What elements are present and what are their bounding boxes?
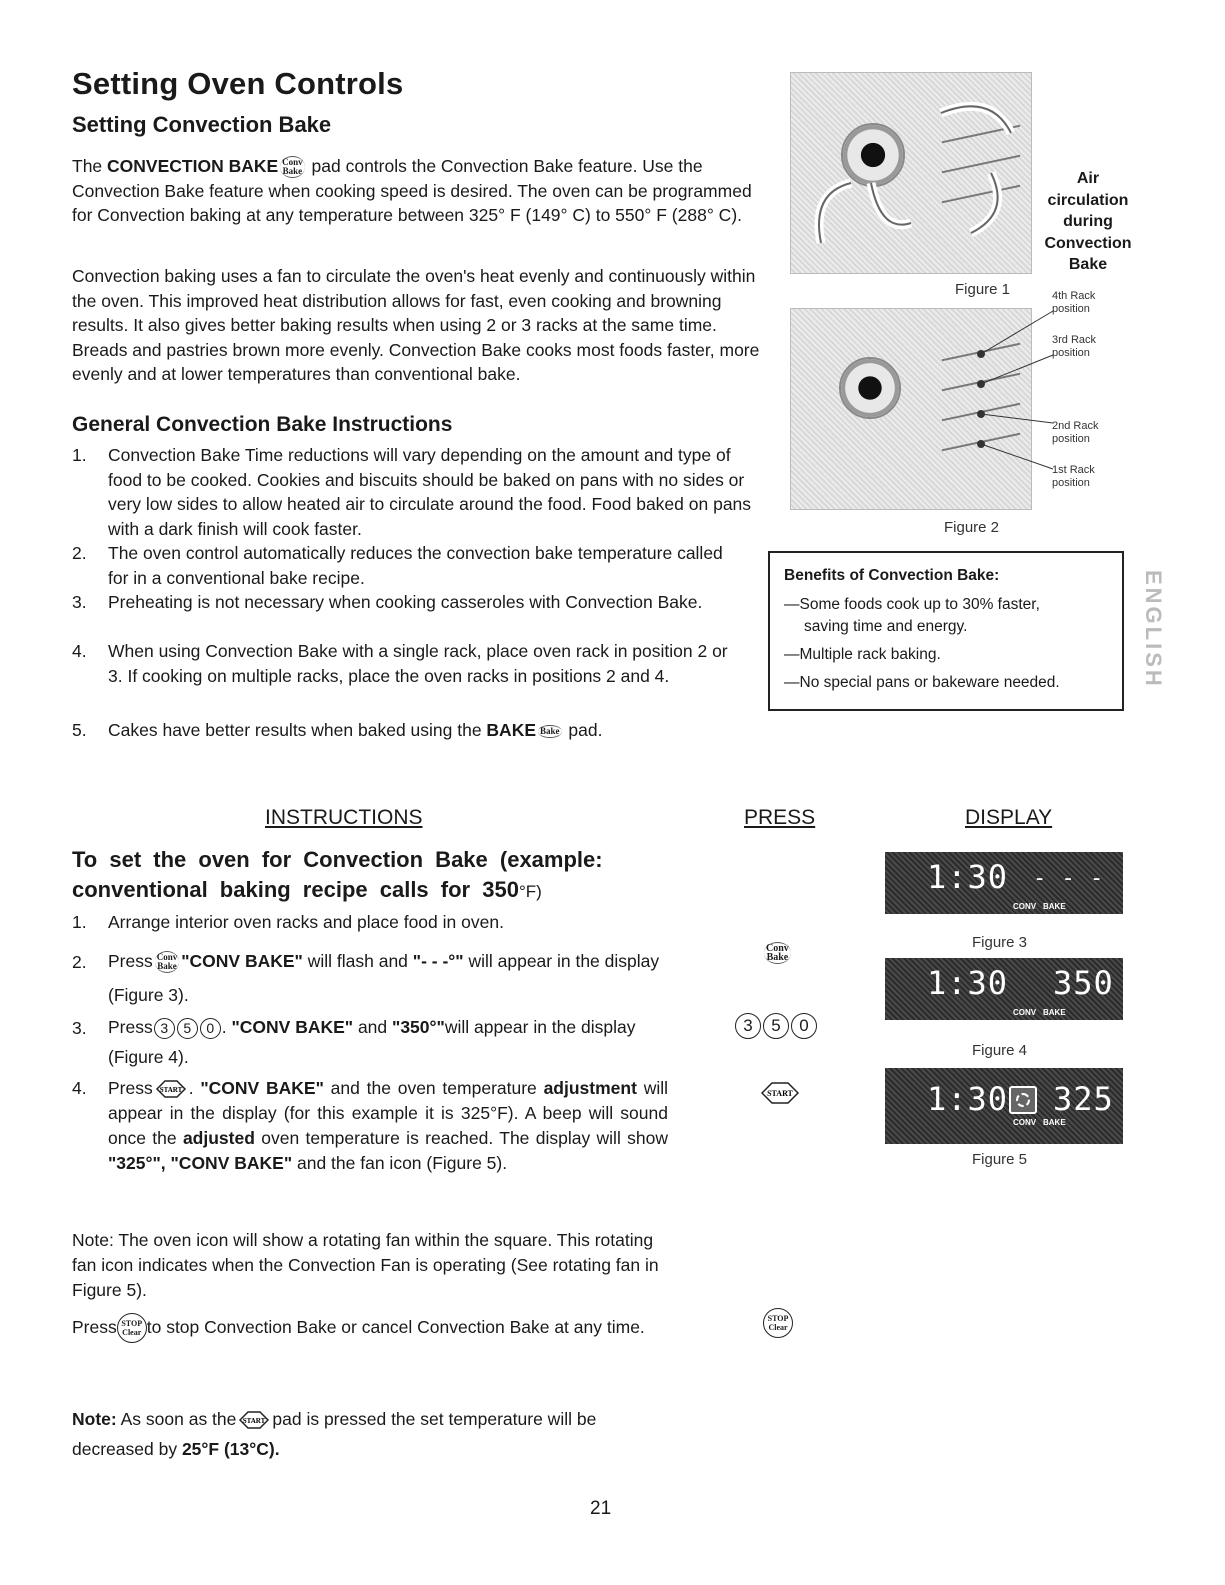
step3-bold2: "350°" — [392, 1017, 445, 1037]
display-temperature: 350 — [1053, 964, 1114, 1002]
step3-post: will appear in the display (Figure 4). — [108, 1017, 636, 1067]
display-temperature: 325 — [1053, 1080, 1114, 1118]
fan-note: Note: The oven icon will show a rotating fan within the square. This rotating fan icon indicates when the Convection Fan is operating (See rotating fan in Figure 5). — [72, 1230, 659, 1300]
start-pad-label: START — [159, 1086, 183, 1095]
page-number: 21 — [590, 1498, 612, 1519]
list-number: 5. — [72, 720, 87, 740]
step-number: 4. — [72, 1078, 87, 1098]
display-heading: DISPLAY — [965, 806, 1053, 829]
callout-line: circulation — [1047, 191, 1129, 209]
step4-pre: Press — [108, 1078, 153, 1098]
stop-pad-top: STOP — [767, 1314, 789, 1323]
intro-paragraph — [72, 154, 762, 228]
step2-pre: Press — [108, 951, 153, 971]
benefits-title: Benefits of Convection Bake: — [784, 567, 1000, 584]
rack-label-1 — [1052, 464, 1095, 490]
figure1-caption: Figure 1 — [955, 281, 1011, 298]
display-figure3 — [885, 852, 1123, 914]
rack-label-line: position — [1052, 477, 1090, 489]
rack-label-line: position — [1052, 433, 1090, 445]
benefit-item: —Some foods cook up to 30% faster, — [784, 596, 1040, 613]
conv-pad-top: Conv — [282, 157, 303, 168]
figure1-oven-illustration — [790, 72, 1032, 274]
list-number: 3. — [72, 592, 87, 612]
conv-bake-pad-icon — [280, 156, 305, 178]
item5-bold: BAKE — [486, 720, 537, 740]
note2-bold: Note: — [72, 1409, 117, 1429]
benefit-item: saving time and energy. — [804, 618, 968, 635]
language-side-tab: ENGLISH — [1141, 570, 1166, 689]
figure4-caption: Figure 4 — [972, 1042, 1028, 1059]
step3-bold: "CONV BAKE" — [231, 1017, 354, 1037]
start-button[interactable] — [760, 1082, 800, 1109]
display-bake-indicator: BAKE — [1043, 1118, 1066, 1127]
callout-line: during — [1063, 213, 1113, 230]
list-item: The oven control automatically reduces the convection bake temperature called for in a conventional bake recipe. — [108, 543, 723, 588]
rack-label-line: 3rd Rack — [1052, 334, 1097, 346]
step4-mid: and the oven temperature — [323, 1078, 544, 1098]
stop-pad-top: STOP — [121, 1319, 143, 1329]
conv-pad-bottom: Bake — [157, 961, 177, 972]
step3-pre: Press — [108, 1017, 153, 1037]
step-4-text: Press START . "CONV BAKE" and the oven temperature adjustment will appear in the display (for this example it is 325°F). A beep will sound once the adjusted oven temperature is reached. The display will show "325°", "CONV BAKE" and the fan icon (Figure 5). — [108, 1078, 669, 1173]
digit-5-pad-icon: 5 — [177, 1018, 198, 1039]
conv-bake-pad-icon — [764, 942, 791, 964]
step4-bold3: adjusted — [182, 1128, 255, 1148]
start-pad-icon — [155, 1080, 187, 1098]
display-figure5 — [885, 1068, 1123, 1144]
list-item: When using Convection Bake with a single rack, place oven rack in position 2 or 3. If cooking on multiple racks, place the oven racks in positions 2 and 4. — [108, 641, 728, 686]
intro-bold: CONVECTION BAKE — [107, 156, 279, 176]
callout-line: Bake — [1068, 256, 1108, 273]
step-number: 3. — [72, 1018, 87, 1038]
start-pad-icon — [760, 1082, 800, 1104]
page-title: Setting Oven Controls — [72, 66, 404, 101]
display-temperature: - - - — [1033, 866, 1105, 891]
press-digit-pads — [734, 1013, 818, 1039]
figure2-caption: Figure 2 — [944, 519, 1000, 536]
display-bake-indicator: BAKE — [1043, 902, 1066, 911]
procedure-heading-unit: °F) — [518, 882, 542, 901]
rack-label-line: position — [1052, 347, 1090, 359]
start-pad-label: START — [243, 1417, 266, 1426]
conv-pad-bottom: Bake — [766, 952, 789, 963]
figure2-oven-illustration — [790, 308, 1032, 510]
rack-label-line: position — [1052, 303, 1090, 315]
digit-5-button[interactable]: 5 — [763, 1013, 789, 1039]
stop-clear-pad-icon — [763, 1308, 793, 1338]
callout-line: Convection — [1044, 234, 1132, 252]
intro-prefix: The — [72, 156, 108, 176]
convection-description: Convection baking uses a fan to circulate the oven's heat evenly and continuously within the oven. This improved heat distribution allows for fast, even cooking and browning results. It also gives better baking results when using 2 or 3 racks at the same time. Breads and pastries brown more evenly. Convection Bake cooks most foods faster, more evenly and at lower temperatures than conventional bake. — [72, 266, 760, 384]
rotating-fan-icon — [1016, 1093, 1030, 1107]
benefits-box — [768, 551, 1124, 711]
conv-bake-pad-icon — [155, 951, 180, 973]
section-title: Setting Convection Bake — [72, 112, 332, 137]
note2-post: pad is pressed the set temperature will be decreased by — [72, 1409, 597, 1459]
callout-line: Air — [1076, 170, 1100, 187]
stop-clear-pad-icon — [117, 1313, 147, 1343]
figure3-caption: Figure 3 — [972, 934, 1028, 951]
press-conv-bake-pad[interactable] — [762, 942, 793, 964]
press-heading: PRESS — [744, 806, 816, 829]
step4-bold: "CONV BAKE" — [200, 1078, 324, 1098]
stop-pad-bottom: Clear — [122, 1328, 142, 1338]
conv-pad-bottom: Bake — [282, 166, 303, 177]
step3-mid: and — [353, 1017, 393, 1037]
airflow-arrows-icon — [791, 73, 1031, 273]
display-time: 1:30 — [927, 858, 1009, 896]
benefit-item: —No special pans or bakeware needed. — [784, 674, 1060, 691]
display-conv-indicator: CONV — [1013, 1118, 1037, 1127]
stop-post: to stop Convection Bake or cancel Convection Bake at any time. — [146, 1317, 645, 1337]
display-bake-indicator: BAKE — [1043, 1008, 1066, 1017]
step-number: 1. — [72, 912, 87, 932]
digit-0-button[interactable]: 0 — [791, 1013, 817, 1039]
digit-0-pad-icon: 0 — [200, 1018, 221, 1039]
display-figure4 — [885, 958, 1123, 1020]
bake-pad-icon: Bake — [540, 725, 560, 736]
step4-bold2: adjustment — [543, 1078, 637, 1098]
stop-clear-button[interactable] — [763, 1308, 793, 1338]
step4-bold4: "325°", "CONV BAKE" — [108, 1153, 293, 1173]
instructions-heading: INSTRUCTIONS — [265, 806, 423, 829]
start-pad-icon — [238, 1411, 270, 1429]
step-number: 2. — [72, 952, 87, 972]
digit-3-pad-icon: 3 — [154, 1018, 175, 1039]
intro-rest-1: pad controls the Convection Bake feature. Use — [306, 156, 674, 176]
display-conv-indicator: CONV — [1013, 1008, 1037, 1017]
step4-text2: will appear in the display (for this example it is 325°F). A beep will sound once the — [108, 1078, 668, 1148]
intro-rest-2: the Convection Bake feature when cooking speed is desired. The oven can be programmed for Convection baking at any temperature between 325° F (149° C) to 550° F (288° C). — [72, 156, 752, 225]
step-2-text — [108, 944, 688, 1012]
procedure-heading — [72, 845, 752, 907]
procedure-heading-line: To set the oven for Convection Bake (example: — [72, 847, 603, 872]
list-number: 4. — [72, 641, 87, 661]
procedure-heading-line: conventional baking recipe calls for 350 — [72, 877, 519, 902]
step2-bold: "CONV BAKE" — [181, 951, 303, 971]
display-time: 1:30 — [927, 1080, 1009, 1118]
rack-label-line: 2nd Rack — [1052, 420, 1099, 432]
step2-mid: will flash and — [302, 951, 413, 971]
step4-text4: and the fan icon (Figure 5). — [292, 1153, 508, 1173]
step2-bold2: "- - -°" — [412, 951, 464, 971]
rack-label-3 — [1052, 334, 1096, 360]
note2-pre: As soon as the — [116, 1409, 237, 1429]
air-circulation-callout — [1038, 168, 1138, 276]
display-conv-indicator: CONV — [1013, 902, 1037, 911]
item5-post: pad. — [563, 720, 603, 740]
benefit-item: —Multiple rack baking. — [784, 646, 941, 663]
stop-pre: Press — [72, 1317, 117, 1337]
step-3-text: Press 3 5 0 . "CONV BAKE" and "350°"will appear in the display (Figure 4). — [108, 1017, 636, 1067]
step-1-text: Arrange interior oven racks and place food in oven. — [108, 912, 504, 932]
rack-label-4 — [1052, 290, 1095, 316]
list-item: Convection Bake Time reductions will vary depending on the amount and type of food to be cooked. Cookies and biscuits should be baked on pans with no sides or very low sides to allow heated air to circulate around the food. Food baked on pans with a dark finish will cook faster. — [108, 445, 752, 539]
step2-post: will appear in the display (Figure 3). — [108, 951, 660, 1005]
figure5-caption: Figure 5 — [972, 1151, 1028, 1168]
conv-pad-top: Conv — [766, 943, 789, 954]
list-number: 1. — [72, 445, 87, 465]
item5-pre: Cakes have better results when baked using the — [108, 720, 487, 740]
rack-label-line: 1st Rack — [1052, 464, 1095, 476]
list-item: Preheating is not necessary when cooking casseroles with Convection Bake. — [108, 592, 703, 612]
fan-square-icon — [1009, 1086, 1037, 1114]
stop-pad-bottom: Clear — [768, 1323, 788, 1332]
rack-label-2 — [1052, 420, 1098, 446]
general-heading: General Convection Bake Instructions — [72, 413, 453, 436]
temperature-note — [72, 1404, 672, 1464]
conv-pad-top: Conv — [156, 952, 178, 963]
display-time: 1:30 — [927, 964, 1009, 1002]
digit-3-button[interactable]: 3 — [735, 1013, 761, 1039]
rack-label-line: 4th Rack — [1052, 290, 1096, 302]
note2-bold2: 25°F (13°C). — [181, 1439, 280, 1459]
list-item — [108, 718, 768, 743]
start-pad-label: START — [767, 1089, 793, 1098]
list-number: 2. — [72, 543, 87, 563]
step4-text3: oven temperature is reached. The display will show — [254, 1128, 669, 1148]
stop-instruction — [72, 1310, 672, 1344]
